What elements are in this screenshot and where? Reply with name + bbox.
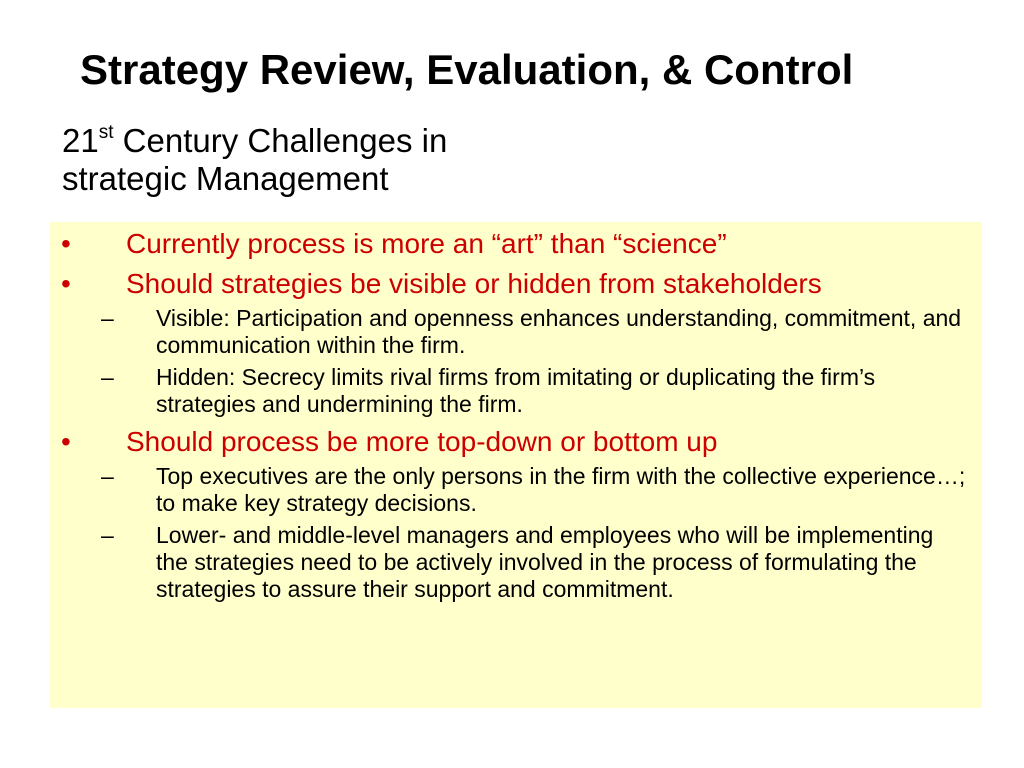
- slide-subtitle: [62, 122, 447, 198]
- sub-list: [50, 305, 982, 418]
- sub-item: [50, 364, 970, 418]
- bullet-marker: •: [61, 228, 71, 259]
- slide-title: Strategy Review, Evaluation, & Control: [80, 46, 854, 93]
- sub-marker: –: [101, 364, 114, 390]
- bullet-item: [50, 228, 956, 260]
- bullet-list: [50, 222, 982, 603]
- sub-item-text: Hidden: Secrecy limits rival firms from imitating or duplicating the firm’s strategies and undermining the firm.: [156, 364, 876, 417]
- bullet-marker: •: [61, 426, 71, 457]
- sub-list: [50, 463, 982, 603]
- bullet-text: Should process be more top-down or bottom up: [126, 426, 718, 457]
- sub-marker: –: [101, 463, 114, 489]
- bullet-text: Should strategies be visible or hidden from stakeholders: [126, 268, 822, 299]
- sub-item: [50, 463, 970, 517]
- subtitle-number: 21: [62, 122, 99, 159]
- subtitle-line2: strategic Management: [62, 160, 389, 197]
- bullet-text: Currently process is more an “art” than “science”: [126, 228, 727, 259]
- sub-item-text: Lower- and middle-level managers and employees who will be implementing the strategies need to be actively involved in the process of formulating the strategies to assure their support and commitment.: [156, 522, 934, 602]
- bullet-item: [50, 426, 956, 458]
- subtitle-line1-rest: Century Challenges in: [113, 122, 448, 159]
- content-box: [50, 222, 982, 708]
- bullet-marker: •: [61, 268, 71, 299]
- sub-item: [50, 522, 970, 603]
- sub-item: [50, 305, 970, 359]
- sub-marker: –: [101, 305, 114, 331]
- sub-marker: –: [101, 522, 114, 548]
- sub-item-text: Visible: Participation and openness enhances understanding, commitment, and communication within the firm.: [156, 305, 962, 358]
- bullet-item: [50, 268, 866, 300]
- sub-item-text: Top executives are the only persons in the firm with the collective experience…; to make key strategy decisions.: [156, 463, 966, 516]
- subtitle-ordinal-suffix: st: [98, 122, 114, 143]
